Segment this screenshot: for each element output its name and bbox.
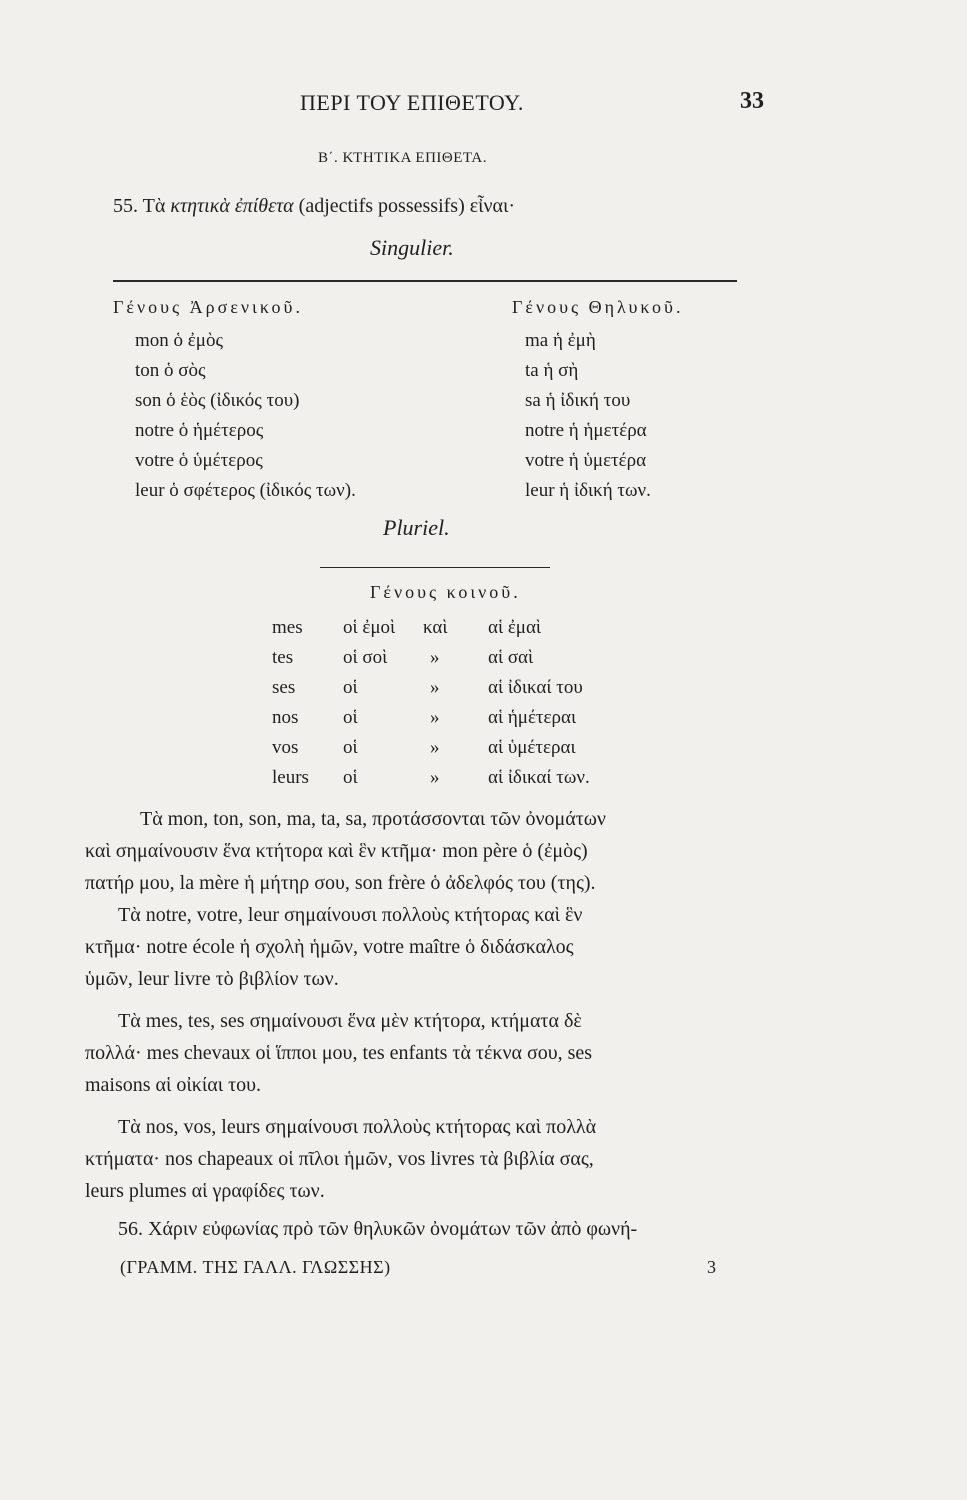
plural-french: mes (272, 617, 303, 638)
plural-conjunction: » (430, 767, 440, 788)
plural-label: Pluriel. (383, 515, 450, 540)
plural-conjunction: » (430, 737, 440, 758)
body-line: 56. Χάριν εὐφωνίας πρὸ τῶν θηλυκῶν ὀνομάτων τῶν ἀπὸ φωνή- (118, 1218, 638, 1240)
feminine-row: ta ἡ σὴ (525, 360, 579, 381)
plural-french: nos (272, 707, 299, 728)
plural-greek-feminine: αἱ ἐμαὶ (488, 617, 542, 638)
plural-greek-masculine: οἱ (343, 707, 358, 728)
masculine-row: notre ὁ ἡμέτερος (135, 420, 264, 441)
body-line: Τὰ mon, ton, son, ma, ta, sa, προτάσσονται τῶν ὀνομάτων (140, 808, 606, 830)
plural-conjunction: καὶ (423, 617, 448, 638)
signature-mark: 3 (707, 1257, 716, 1277)
paragraph-55 (113, 195, 515, 218)
divider-rule (320, 567, 550, 568)
masculine-row: votre ὁ ὑμέτερος (135, 450, 263, 471)
masculine-heading: Γένους Ἀρσενικοῦ. (113, 297, 303, 317)
divider-rule (113, 280, 737, 282)
paragraph-number: 55. (113, 195, 138, 217)
body-line: ὑμῶν, leur livre τὸ βιβλίον των. (85, 968, 339, 990)
paragraph-term: κτητικὰ ἐπίθετα (170, 195, 294, 217)
plural-greek-masculine: οἱ ἐμοὶ (343, 617, 396, 638)
feminine-row: leur ἡ ἰδική των. (525, 480, 651, 501)
feminine-row: notre ἡ ἡμετέρα (525, 420, 647, 441)
plural-greek-feminine: αἱ ἡμέτεραι (488, 707, 577, 728)
feminine-heading: Γένους Θηλυκοῦ. (512, 297, 684, 317)
section-title: Β΄. ΚΤΗΤΙΚΑ ΕΠΙΘΕΤΑ. (318, 150, 487, 166)
plural-greek-masculine: οἱ (343, 767, 358, 788)
body-line: καὶ σημαίνουσιν ἕνα κτήτορα καὶ ἓν κτῆμα· mon père ὁ (ἐμὸς) (85, 840, 588, 862)
plural-greek-feminine: αἱ ἰδικαί του (488, 677, 583, 698)
page-number: 33 (740, 88, 764, 114)
body-line: Τὰ nos, vos, leurs σημαίνουσι πολλοὺς κτήτορας καὶ πολλὰ (118, 1116, 597, 1138)
body-line: Τὰ mes, tes, ses σημαίνουσι ἕνα μὲν κτήτορα, κτήματα δὲ (118, 1010, 582, 1032)
masculine-row: son ὁ ἑὸς (ἰδικός του) (135, 390, 300, 411)
masculine-row: mon ὁ ἐμὸς (135, 330, 223, 351)
plural-conjunction: » (430, 707, 440, 728)
plural-greek-masculine: οἱ (343, 677, 358, 698)
plural-greek-masculine: οἱ σοὶ (343, 647, 388, 668)
body-line: κτῆμα· notre école ἡ σχολὴ ἡμῶν, votre maître ὁ διδάσκαλος (85, 936, 574, 958)
body-line: πατήρ μου, la mère ἡ μήτηρ σου, son frère ὁ ἀδελφός του (της). (85, 872, 596, 894)
plural-conjunction: » (430, 677, 440, 698)
masculine-row: ton ὁ σὸς (135, 360, 206, 381)
common-gender-heading: Γένους κοινοῦ. (370, 582, 521, 602)
body-line: maisons αἱ οἰκίαι του. (85, 1074, 262, 1096)
masculine-row: leur ὁ σφέτερος (ἰδικός των). (135, 480, 356, 501)
plural-french: leurs (272, 767, 309, 788)
plural-french: ses (272, 677, 296, 698)
plural-french: vos (272, 737, 299, 758)
body-line: Τὰ notre, votre, leur σημαίνουσι πολλοὺς κτήτορας καὶ ἓν (118, 904, 583, 926)
plural-greek-masculine: οἱ (343, 737, 358, 758)
footer-title: (ΓΡΑΜΜ. ΤΗΣ ΓΑΛΛ. ΓΛΩΣΣΗΣ) (120, 1257, 391, 1277)
singular-label: Singulier. (370, 235, 454, 260)
paragraph-text: Τὰ (142, 195, 166, 217)
plural-conjunction: » (430, 647, 440, 668)
body-line: leurs plumes αἱ γραφίδες των. (85, 1180, 325, 1202)
running-head: ΠΕΡΙ ΤΟΥ ΕΠΙΘΕΤΟΥ. (300, 90, 524, 115)
body-line: κτήματα· nos chapeaux οἱ πῖλοι ἡμῶν, vos livres τὰ βιβλία σας, (85, 1148, 594, 1170)
plural-greek-feminine: αἱ ὑμέτεραι (488, 737, 576, 758)
plural-greek-feminine: αἱ ἰδικαί των. (488, 767, 590, 788)
feminine-row: ma ἡ ἐμὴ (525, 330, 596, 351)
body-line: πολλά· mes chevaux οἱ ἵπποι μου, tes enfants τὰ τέκνα σου, ses (85, 1042, 593, 1064)
plural-greek-feminine: αἱ σαὶ (488, 647, 534, 668)
paragraph-text: (adjectifs possessifs) εἶναι· (298, 195, 516, 217)
plural-french: tes (272, 647, 294, 668)
feminine-row: sa ἡ ἰδική του (525, 390, 631, 411)
feminine-row: votre ἡ ὑμετέρα (525, 450, 647, 471)
